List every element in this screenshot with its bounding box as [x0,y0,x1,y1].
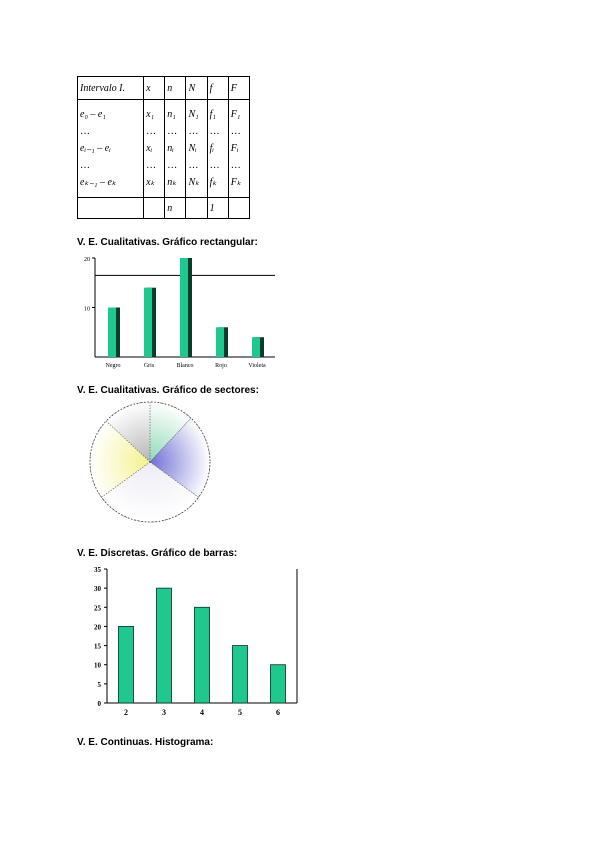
table-cell: … [167,126,179,137]
table-total-row [78,198,250,219]
bar [144,288,152,357]
table-cell: … [146,126,158,137]
heading-pie-chart: V. E. Cualitativas. Gráfico de sectores: [77,385,259,396]
table-cell: fₖ [209,177,217,188]
y-tick-label: 5 [97,680,101,689]
table-cell: eᵢ₋₁ – eᵢ [80,143,111,154]
table-cell [144,198,165,219]
header-interval: Intervalo I. [78,77,144,100]
table-cell: n₁ [167,109,176,120]
heading-histogram: V. E. Continuas. Histograma: [77,737,214,748]
table-cell: … [80,126,91,137]
pie-chart [82,398,218,534]
col-intervals [78,100,144,198]
table-cell: Fₖ [230,177,242,188]
col-F [228,100,249,198]
table-body-row [78,100,250,198]
bar [252,337,260,357]
bar [216,327,224,357]
table-cell: e₀ – e₁ [80,109,106,120]
total-f: 1 [207,198,228,219]
table-cell: … [167,160,179,171]
category-label: Blanco [176,363,194,369]
bar [180,258,188,357]
heading-rect-chart: V. E. Cualitativas. Gráfico rectangular: [77,237,258,248]
category-label: 2 [124,708,128,717]
table-cell: nₖ [167,177,177,188]
table-cell: x₁ [146,109,155,120]
y-tick-label: 25 [94,604,101,613]
table-cell: F₁ [230,109,241,120]
header-F: F [228,77,249,100]
frequency-table [77,76,250,219]
category-label: Rojo [215,363,227,369]
header-f: f [207,77,228,100]
table-cell: xₖ [146,177,155,188]
table-cell: N₁ [188,109,199,120]
category-label: Violeta [248,363,266,369]
table-cell: fᵢ [209,143,214,154]
category-label: 6 [276,708,280,717]
table-cell: Nₖ [188,177,200,188]
bar [271,665,286,703]
total-n: n [165,198,186,219]
table-cell: … [209,126,221,137]
header-N: N [186,77,207,100]
y-tick-label: 20 [84,257,90,263]
y-tick-label: 10 [84,306,90,313]
col-x [144,100,165,198]
bar [119,626,134,703]
header-x: x [144,77,165,100]
table-cell: nᵢ [167,143,174,154]
table-cell: xᵢ [146,143,153,154]
y-tick-label: 15 [94,642,101,651]
bar [108,308,116,358]
bar [195,607,210,703]
y-tick-label: 30 [94,585,101,594]
category-label: Gris [143,363,155,369]
table-cell: … [188,126,200,137]
table-cell: … [230,126,242,137]
y-tick-label: 35 [94,566,101,574]
col-N [186,100,207,198]
table-cell: Nᵢ [188,143,197,154]
y-tick-label: 0 [97,700,101,708]
table-cell [186,198,207,219]
category-label: Negro [105,363,121,369]
bar [233,646,248,703]
table-cell: … [209,160,221,171]
heading-bar-chart: V. E. Discretas. Gráfico de barras: [77,548,238,559]
table-cell: eₖ₋₁ – eₖ [80,177,117,188]
table-header-row [78,77,250,100]
table-cell: … [146,160,158,171]
category-label: 4 [200,708,204,717]
y-tick-label: 20 [94,623,101,632]
category-label: 3 [162,708,166,717]
col-n [165,100,186,198]
rect-chart [77,252,282,372]
category-label: 5 [238,708,242,717]
col-f [207,100,228,198]
table-cell: … [80,160,91,171]
bar [157,588,172,703]
y-tick-label: 10 [94,661,101,670]
table-cell [228,198,249,219]
table-cell [78,198,144,219]
table-cell: Fᵢ [230,143,239,154]
discrete-bar-chart [77,565,307,725]
table-cell: … [230,160,242,171]
header-n: n [165,77,186,100]
table-cell: … [188,160,200,171]
table-cell: f₁ [209,109,216,120]
